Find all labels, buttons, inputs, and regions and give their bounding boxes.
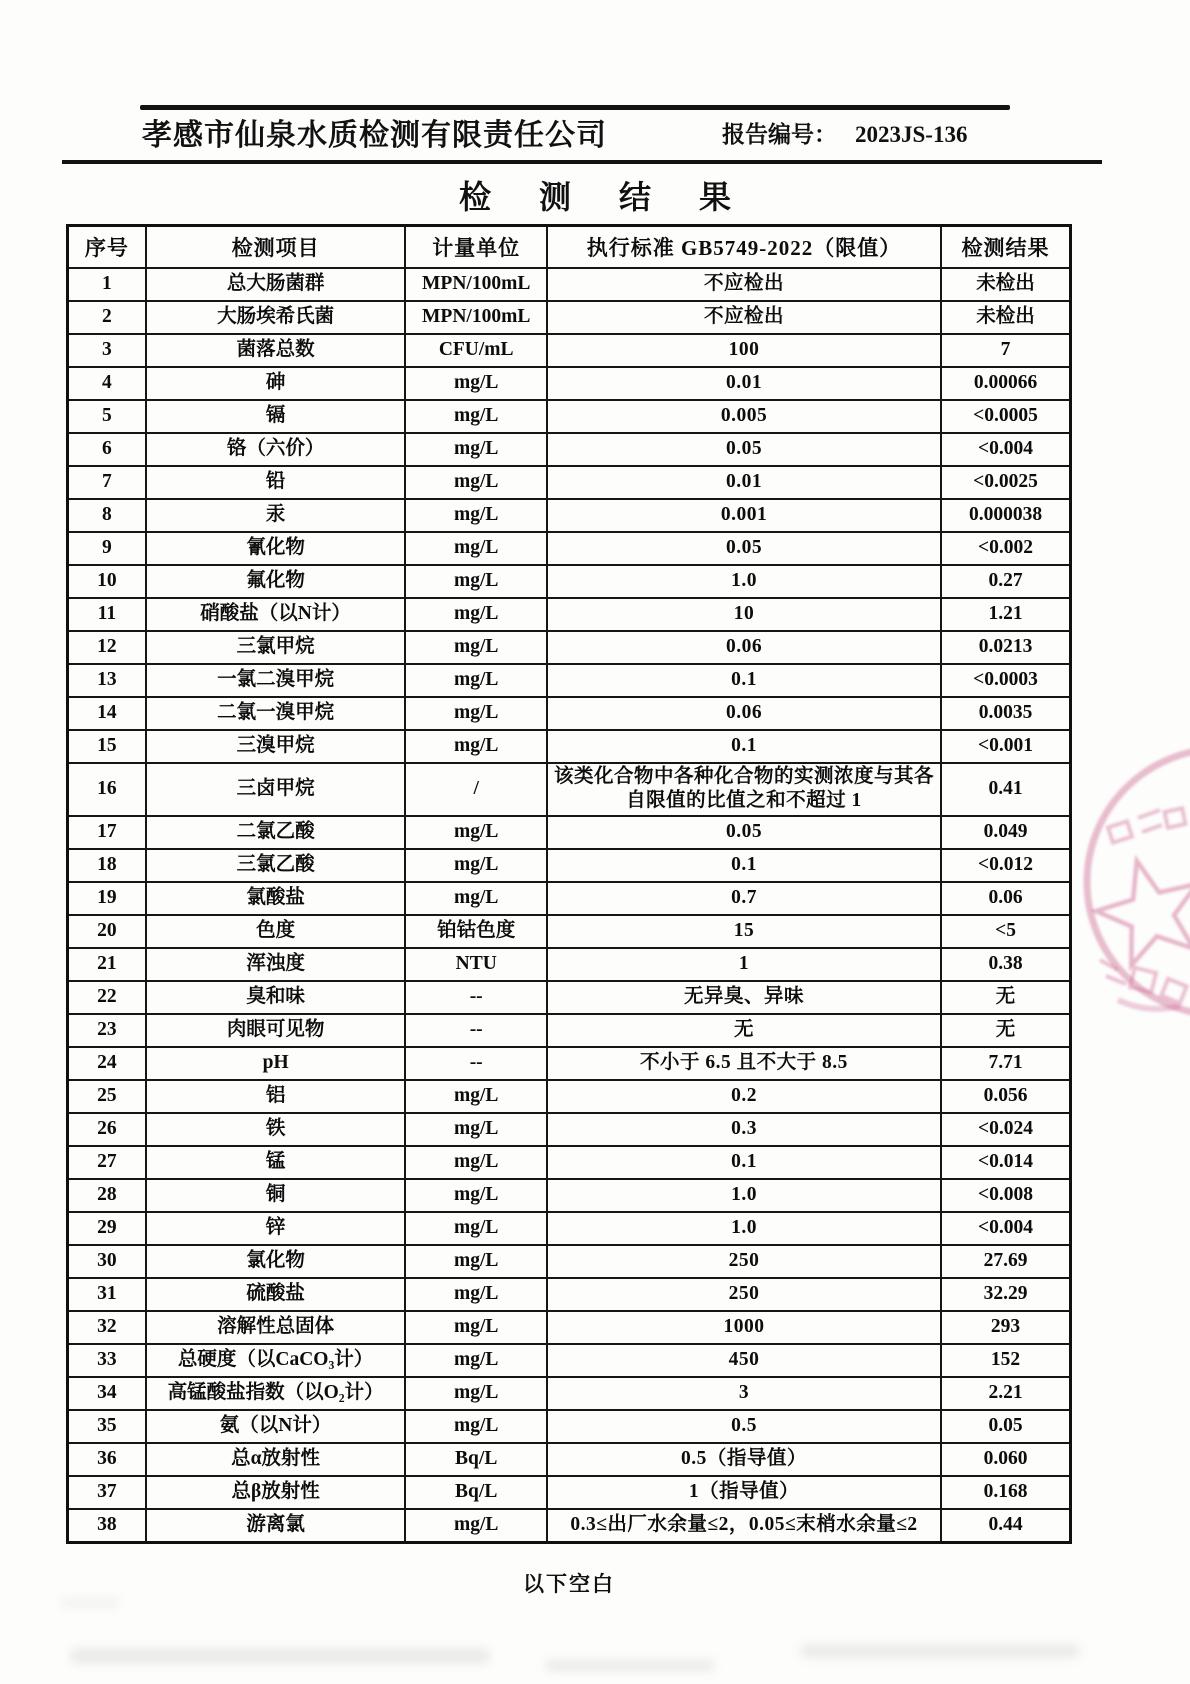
table-row (68, 532, 1071, 565)
table-row (68, 763, 1071, 816)
cell-result: 0.168 (941, 1476, 1070, 1509)
cell-no: 36 (68, 1443, 146, 1476)
cell-item: 一氯二溴甲烷 (146, 664, 406, 697)
bleedthrough-smudge (70, 1648, 490, 1664)
cell-standard: 0.3≤出厂水余量≤2，0.05≤末梢水余量≤2 (547, 1509, 941, 1543)
cell-unit: mg/L (405, 1377, 546, 1410)
cell-standard: 0.1 (547, 849, 941, 882)
cell-standard: 0.06 (547, 697, 941, 730)
cell-item: 铜 (146, 1179, 406, 1212)
table-row (68, 565, 1071, 598)
cell-unit: -- (405, 1047, 546, 1080)
cell-result: 未检出 (941, 268, 1070, 301)
cell-standard: 250 (547, 1278, 941, 1311)
cell-standard: 0.2 (547, 1080, 941, 1113)
seal-characters (1100, 808, 1187, 1009)
cell-unit: mg/L (405, 730, 546, 763)
cell-standard: 无 (547, 1014, 941, 1047)
cell-standard: 不应检出 (547, 301, 941, 334)
table-row (68, 499, 1071, 532)
cell-no: 6 (68, 433, 146, 466)
cell-unit: mg/L (405, 882, 546, 915)
bleedthrough-smudge (545, 1660, 715, 1671)
cell-no: 5 (68, 400, 146, 433)
table-row (68, 1146, 1071, 1179)
cell-unit: mg/L (405, 1278, 546, 1311)
cell-no: 4 (68, 367, 146, 400)
cell-unit: mg/L (405, 1344, 546, 1377)
page-title: 检 测 结 果 (458, 179, 751, 215)
cell-no: 9 (68, 532, 146, 565)
company-name: 孝感市仙泉水质检测有限责任公司 (142, 119, 607, 152)
cell-standard: 无异臭、异味 (547, 981, 941, 1014)
cell-result: <0.008 (941, 1179, 1070, 1212)
cell-no: 21 (68, 948, 146, 981)
cell-standard: 0.06 (547, 631, 941, 664)
table-row (68, 301, 1071, 334)
table-row (68, 730, 1071, 763)
cell-result: 32.29 (941, 1278, 1070, 1311)
cell-item: 大肠埃希氏菌 (146, 301, 406, 334)
cell-result: 0.049 (941, 816, 1070, 849)
cell-standard: 3 (547, 1377, 941, 1410)
cell-no: 15 (68, 730, 146, 763)
cell-result: 0.0035 (941, 697, 1070, 730)
cell-result: <0.0005 (941, 400, 1070, 433)
cell-item: 汞 (146, 499, 406, 532)
table-row (68, 1377, 1071, 1410)
cell-result: <0.0025 (941, 466, 1070, 499)
cell-no: 16 (68, 763, 146, 816)
table-row (68, 1311, 1071, 1344)
seal-ring (1087, 749, 1190, 1015)
table-head (68, 226, 1071, 269)
cell-unit: mg/L (405, 367, 546, 400)
table-row (68, 1476, 1071, 1509)
cell-standard: 0.5（指导值） (547, 1443, 941, 1476)
cell-item: 三溴甲烷 (146, 730, 406, 763)
cell-item: 三氯甲烷 (146, 631, 406, 664)
cell-no: 11 (68, 598, 146, 631)
cell-unit: Bq/L (405, 1443, 546, 1476)
cell-result: 27.69 (941, 1245, 1070, 1278)
cell-unit: mg/L (405, 664, 546, 697)
cell-no: 18 (68, 849, 146, 882)
cell-unit: mg/L (405, 1410, 546, 1443)
cell-result: 0.27 (941, 565, 1070, 598)
cell-standard: 不小于 6.5 且不大于 8.5 (547, 1047, 941, 1080)
cell-result: 152 (941, 1344, 1070, 1377)
cell-result: 0.41 (941, 763, 1070, 816)
cell-result: 0.060 (941, 1443, 1070, 1476)
cell-no: 8 (68, 499, 146, 532)
cell-no: 2 (68, 301, 146, 334)
cell-result: <0.001 (941, 730, 1070, 763)
cell-standard: 1000 (547, 1311, 941, 1344)
table-row (68, 1113, 1071, 1146)
table-row (68, 664, 1071, 697)
cell-result: 0.056 (941, 1080, 1070, 1113)
cell-no: 33 (68, 1344, 146, 1377)
report-number-label: 报告编号： (722, 122, 837, 147)
cell-result: 未检出 (941, 301, 1070, 334)
cell-no: 31 (68, 1278, 146, 1311)
cell-result: <0.024 (941, 1113, 1070, 1146)
cell-standard: 0.5 (547, 1410, 941, 1443)
cell-no: 1 (68, 268, 146, 301)
cell-result: 0.06 (941, 882, 1070, 915)
table-row (68, 367, 1071, 400)
cell-standard: 10 (547, 598, 941, 631)
cell-item: 肉眼可见物 (146, 1014, 406, 1047)
table-row (68, 1245, 1071, 1278)
table-row (68, 598, 1071, 631)
cell-item: 硝酸盐（以N计） (146, 598, 406, 631)
cell-unit: Bq/L (405, 1476, 546, 1509)
cell-no: 26 (68, 1113, 146, 1146)
cell-standard: 0.1 (547, 664, 941, 697)
cell-no: 24 (68, 1047, 146, 1080)
cell-item: 铝 (146, 1080, 406, 1113)
cell-unit: -- (405, 1014, 546, 1047)
cell-result: <5 (941, 915, 1070, 948)
table-row (68, 915, 1071, 948)
cell-item: 总β放射性 (146, 1476, 406, 1509)
cell-standard: 0.01 (547, 466, 941, 499)
cell-no: 35 (68, 1410, 146, 1443)
cell-no: 12 (68, 631, 146, 664)
cell-item: 铁 (146, 1113, 406, 1146)
cell-unit: mg/L (405, 631, 546, 664)
cell-item: 锰 (146, 1146, 406, 1179)
cell-unit: mg/L (405, 1212, 546, 1245)
cell-result: 293 (941, 1311, 1070, 1344)
cell-no: 38 (68, 1509, 146, 1543)
table-row (68, 1014, 1071, 1047)
cell-result: 无 (941, 981, 1070, 1014)
table-row (68, 816, 1071, 849)
header-divider-rule (62, 160, 1102, 164)
cell-result: 0.38 (941, 948, 1070, 981)
cell-item: 铅 (146, 466, 406, 499)
report-number (722, 116, 967, 149)
cell-no: 22 (68, 981, 146, 1014)
cell-no: 37 (68, 1476, 146, 1509)
cell-no: 20 (68, 915, 146, 948)
cell-item: 镉 (146, 400, 406, 433)
table-row (68, 882, 1071, 915)
cell-item: 色度 (146, 915, 406, 948)
cell-item: 二氯一溴甲烷 (146, 697, 406, 730)
cell-standard: 0.05 (547, 433, 941, 466)
cell-standard: 15 (547, 915, 941, 948)
cell-unit: mg/L (405, 1509, 546, 1543)
cell-result: 7.71 (941, 1047, 1070, 1080)
cell-unit: / (405, 763, 546, 816)
column-header: 检测项目 (146, 226, 406, 269)
cell-unit: MPN/100mL (405, 301, 546, 334)
cell-unit: mg/L (405, 400, 546, 433)
column-header: 计量单位 (405, 226, 546, 269)
cell-unit: mg/L (405, 1146, 546, 1179)
cell-unit: mg/L (405, 499, 546, 532)
cell-item: 游离氯 (146, 1509, 406, 1543)
column-header: 检测结果 (941, 226, 1070, 269)
cell-unit: mg/L (405, 816, 546, 849)
table-row (68, 268, 1071, 301)
cell-standard: 0.05 (547, 816, 941, 849)
cell-unit: -- (405, 981, 546, 1014)
cell-unit: mg/L (405, 532, 546, 565)
table-row (68, 1047, 1071, 1080)
cell-no: 27 (68, 1146, 146, 1179)
cell-no: 14 (68, 697, 146, 730)
table-row (68, 466, 1071, 499)
cell-item: 总α放射性 (146, 1443, 406, 1476)
table-row (68, 1278, 1071, 1311)
cell-unit: mg/L (405, 1245, 546, 1278)
table-row (68, 1443, 1071, 1476)
cell-result: 0.000038 (941, 499, 1070, 532)
cell-standard: 0.3 (547, 1113, 941, 1146)
cell-result: 无 (941, 1014, 1070, 1047)
cell-item: 氯酸盐 (146, 882, 406, 915)
cell-item: 三氯乙酸 (146, 849, 406, 882)
cell-item: 锌 (146, 1212, 406, 1245)
cell-item: 氨（以N计） (146, 1410, 406, 1443)
cell-item: 三卤甲烷 (146, 763, 406, 816)
cell-standard: 0.1 (547, 1146, 941, 1179)
cell-result: 7 (941, 334, 1070, 367)
cell-result: <0.002 (941, 532, 1070, 565)
cell-result: 0.0213 (941, 631, 1070, 664)
cell-no: 28 (68, 1179, 146, 1212)
table-row (68, 400, 1071, 433)
cell-result: <0.004 (941, 433, 1070, 466)
cell-item: 总大肠菌群 (146, 268, 406, 301)
cell-standard: 0.01 (547, 367, 941, 400)
cell-standard: 1.0 (547, 1212, 941, 1245)
cell-standard: 0.001 (547, 499, 941, 532)
cell-item: 氰化物 (146, 532, 406, 565)
table-body (68, 268, 1071, 1542)
cell-no: 23 (68, 1014, 146, 1047)
cell-unit: MPN/100mL (405, 268, 546, 301)
cell-unit: mg/L (405, 598, 546, 631)
cell-unit: mg/L (405, 1080, 546, 1113)
cell-item: 二氯乙酸 (146, 816, 406, 849)
table-row (68, 1212, 1071, 1245)
bleedthrough-smudge (800, 1644, 1080, 1658)
cell-item: 氯化物 (146, 1245, 406, 1278)
footer-note: 以下空白 (523, 1572, 615, 1596)
table-row (68, 1509, 1071, 1543)
cell-standard: 0.005 (547, 400, 941, 433)
table-row (68, 631, 1071, 664)
cell-unit: mg/L (405, 1311, 546, 1344)
cell-no: 19 (68, 882, 146, 915)
cell-result: <0.0003 (941, 664, 1070, 697)
column-header: 序号 (68, 226, 146, 269)
report-number-value: 2023JS-136 (855, 122, 968, 147)
cell-standard: 250 (547, 1245, 941, 1278)
cell-standard: 1.0 (547, 565, 941, 598)
cell-standard: 1（指导值） (547, 1476, 941, 1509)
table-header-row (68, 226, 1071, 269)
cell-no: 7 (68, 466, 146, 499)
cell-unit: mg/L (405, 697, 546, 730)
cell-unit: 铂钴色度 (405, 915, 546, 948)
results-table (66, 224, 1072, 1544)
cell-unit: mg/L (405, 1179, 546, 1212)
cell-no: 29 (68, 1212, 146, 1245)
table-row (68, 948, 1071, 981)
cell-result: 1.21 (941, 598, 1070, 631)
table-row (68, 1344, 1071, 1377)
cell-item: 氟化物 (146, 565, 406, 598)
table-row (68, 433, 1071, 466)
cell-item: 臭和味 (146, 981, 406, 1014)
cell-item: 铬（六价） (146, 433, 406, 466)
cell-item: pH (146, 1047, 406, 1080)
bleedthrough-smudge (60, 1598, 120, 1608)
cell-no: 17 (68, 816, 146, 849)
cell-item: 溶解性总固体 (146, 1311, 406, 1344)
cell-item: 浑浊度 (146, 948, 406, 981)
table-row (68, 1179, 1071, 1212)
cell-item: 总硬度（以CaCO₃计） (146, 1344, 406, 1377)
cell-standard: 0.7 (547, 882, 941, 915)
cell-item: 硫酸盐 (146, 1278, 406, 1311)
cell-unit: NTU (405, 948, 546, 981)
table-row (68, 849, 1071, 882)
cell-result: 2.21 (941, 1377, 1070, 1410)
cell-no: 10 (68, 565, 146, 598)
cell-standard: 该类化合物中各种化合物的实测浓度与其各自限值的比值之和不超过 1 (547, 763, 941, 816)
star-icon (1096, 861, 1190, 966)
cell-result: 0.05 (941, 1410, 1070, 1443)
cell-result: 0.00066 (941, 367, 1070, 400)
cell-result: <0.014 (941, 1146, 1070, 1179)
cell-unit: CFU/mL (405, 334, 546, 367)
cell-result: <0.004 (941, 1212, 1070, 1245)
cell-item: 砷 (146, 367, 406, 400)
cell-unit: mg/L (405, 433, 546, 466)
cell-no: 32 (68, 1311, 146, 1344)
table-row (68, 981, 1071, 1014)
cell-standard: 1.0 (547, 1179, 941, 1212)
cell-item: 高锰酸盐指数（以O₂计） (146, 1377, 406, 1410)
table-row (68, 697, 1071, 730)
cell-no: 13 (68, 664, 146, 697)
table-row (68, 1410, 1071, 1443)
cell-unit: mg/L (405, 849, 546, 882)
cell-no: 30 (68, 1245, 146, 1278)
cell-result: 0.44 (941, 1509, 1070, 1543)
cell-standard: 0.1 (547, 730, 941, 763)
cell-unit: mg/L (405, 565, 546, 598)
cell-result: <0.012 (941, 849, 1070, 882)
cell-standard: 100 (547, 334, 941, 367)
cell-unit: mg/L (405, 466, 546, 499)
cell-no: 34 (68, 1377, 146, 1410)
cell-no: 25 (68, 1080, 146, 1113)
cell-unit: mg/L (405, 1113, 546, 1146)
cell-standard: 不应检出 (547, 268, 941, 301)
cell-item: 菌落总数 (146, 334, 406, 367)
table-row (68, 334, 1071, 367)
cell-standard: 450 (547, 1344, 941, 1377)
table-row (68, 1080, 1071, 1113)
column-header: 执行标准 GB5749-2022（限值） (547, 226, 941, 269)
cell-no: 3 (68, 334, 146, 367)
cell-standard: 0.05 (547, 532, 941, 565)
cell-standard: 1 (547, 948, 941, 981)
